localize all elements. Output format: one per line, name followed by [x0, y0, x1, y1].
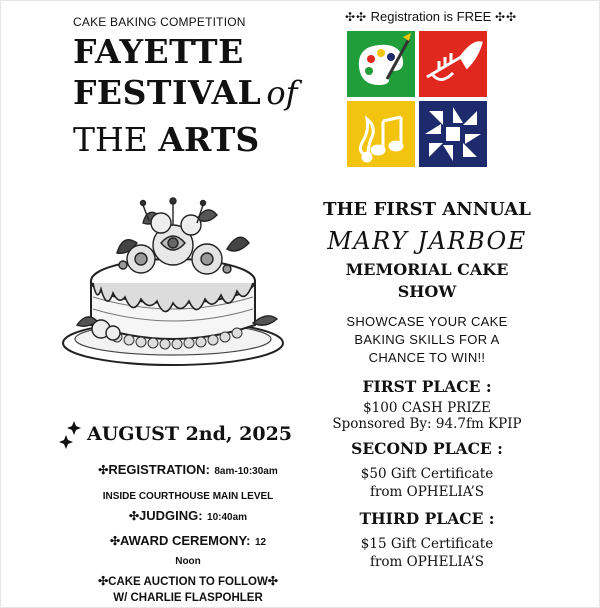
festival-title [73, 31, 297, 160]
event-date-row [59, 419, 292, 451]
cake-illustration [57, 193, 289, 371]
title-of: of [266, 74, 298, 112]
registration-info [63, 461, 313, 479]
title-line-fayette: FAYETTE [73, 32, 244, 71]
ornament-icon: ✣ [128, 509, 139, 523]
ornament-icon: ✣ [98, 574, 109, 588]
first-place-prize: $100 CASH PRIZE [363, 400, 491, 416]
ornament-icon: ✣ [109, 534, 120, 548]
showcase-text: SHOWCASE YOUR CAKE BAKING SKILLS FOR A CHANCE TO WIN!! [346, 314, 508, 365]
auction-host: W/ CHARLIE FLASPOHLER [113, 592, 263, 604]
title-line-the-arts [73, 119, 297, 160]
event-date: AUGUST 2nd, 2025 [87, 423, 293, 445]
registration-time: 8am-10:30am [214, 466, 278, 477]
judging-info [63, 507, 313, 525]
first-place-heading: FIRST PLACE : [362, 377, 492, 396]
judging-label: JUDGING: [139, 508, 203, 523]
title-the: THE [73, 120, 148, 159]
auction-line-1: CAKE AUCTION TO FOLLOW [108, 576, 268, 588]
third-place-heading: THIRD PLACE : [359, 509, 495, 528]
first-place-sponsor: Sponsored By: 94.7fm KPIP [332, 416, 522, 432]
arts-logo [347, 31, 487, 167]
honoree-name: MARY JARBOE [327, 227, 527, 255]
award-ceremony-label: AWARD CEREMONY: [120, 533, 251, 548]
palette-icon [347, 31, 415, 97]
third-place-prize: $15 Gift Certificate [360, 536, 494, 552]
ornament-icon: ✣ [98, 463, 109, 477]
trumpet-icon [419, 31, 487, 97]
registration-location: INSIDE COURTHOUSE MAIN LEVEL [102, 491, 274, 502]
ornament-icon: ✣✣ [344, 10, 368, 24]
judging-time: 10:40am [207, 512, 248, 523]
second-place-from: from OPHELIA’S [369, 484, 485, 500]
award-ceremony-info [63, 532, 313, 550]
award-ceremony-noon: Noon [175, 556, 201, 567]
title-arts: ARTS [158, 120, 260, 159]
award-ceremony-time: 12 [254, 537, 267, 548]
title-line-festival: FESTIVAL [73, 73, 262, 112]
registration-label: REGISTRATION: [108, 462, 210, 477]
third-place-from: from OPHELIA’S [369, 554, 485, 570]
second-place-heading: SECOND PLACE : [351, 439, 503, 458]
second-place-prize: $50 Gift Certificate [360, 466, 494, 482]
competition-label: CAKE BAKING COMPETITION [73, 15, 246, 29]
ornament-icon: ✣ [267, 574, 278, 588]
music-notes-icon [347, 101, 415, 167]
memorial-cake-show: MEMORIAL CAKE SHOW [345, 260, 509, 301]
registration-free-text: Registration is FREE [370, 9, 492, 24]
registration-free-banner [331, 9, 531, 24]
first-annual-heading: THE FIRST ANNUAL [323, 199, 531, 220]
ornament-icon: ✣✣ [494, 10, 518, 24]
ornament-icon [59, 419, 81, 451]
quilt-star-icon [419, 101, 487, 167]
